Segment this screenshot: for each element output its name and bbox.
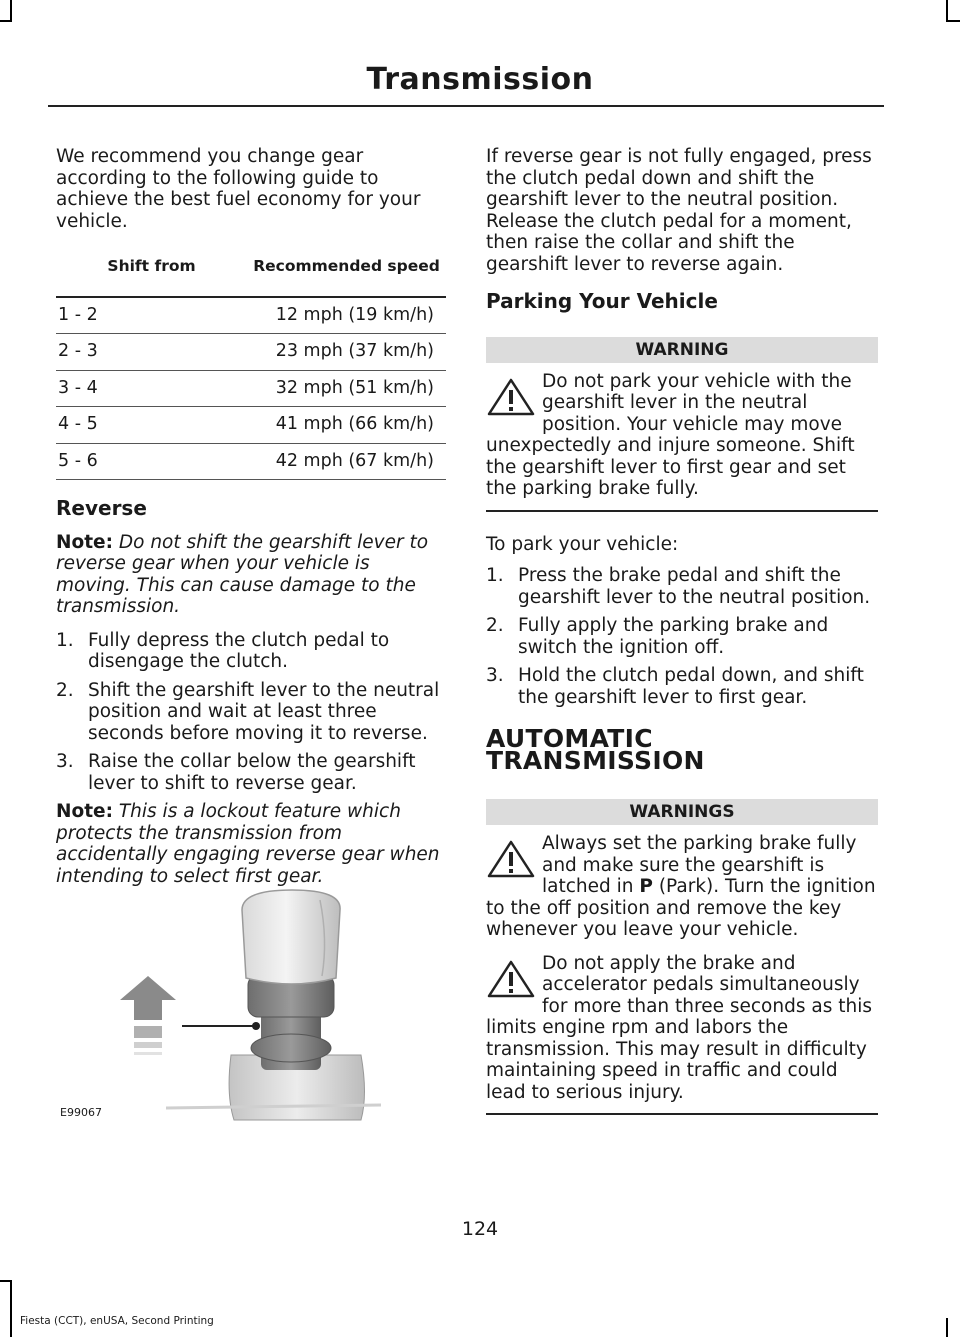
note-label: Note: [56, 531, 113, 553]
parking-heading: Parking Your Vehicle [486, 289, 718, 313]
page-number: 124 [461, 1218, 499, 1240]
shift-speed-table [56, 254, 446, 480]
speed-cell: 42 mph (67 km/h) [247, 443, 446, 480]
step-text: Raise the collar below the gearshift lever to shift to reverse gear. [88, 751, 416, 794]
header-divider [48, 105, 884, 107]
table-row [56, 370, 446, 407]
step-number: 1. [486, 565, 504, 586]
crop-mark [10, 1280, 12, 1337]
table-row [56, 297, 446, 334]
footer-edition: Fiesta (CCT), enUSA, Second Printing [20, 1315, 214, 1327]
auto-warnings-block [486, 833, 878, 1115]
up-arrow-icon [120, 976, 176, 1020]
speed-cell: 12 mph (19 km/h) [247, 297, 446, 334]
crop-mark [0, 1280, 12, 1282]
warning-triangle-icon [486, 377, 536, 417]
park-letter: P [639, 876, 653, 897]
crop-mark [0, 20, 12, 22]
step-text: Fully depress the clutch pedal to disengage the clutch. [88, 629, 390, 672]
reverse-heading: Reverse [56, 496, 147, 520]
warning-header: WARNING [486, 337, 878, 363]
crop-mark [946, 1318, 948, 1337]
parking-warning-block [486, 371, 878, 512]
step-number: 2. [56, 679, 74, 701]
list-item [56, 630, 448, 673]
list-item [56, 751, 448, 794]
warning-item [486, 953, 878, 1104]
shifter-knob [242, 890, 340, 984]
shift-cell: 1 - 2 [56, 297, 247, 334]
warning-triangle-icon [486, 959, 536, 999]
note-text: Do not shift the gearshift lever to reverse gear when your vehicle is moving. This can cause damage to the transmission. [56, 531, 429, 617]
shift-cell: 5 - 6 [56, 443, 247, 480]
step-text: Press the brake pedal and shift the gearshift lever to the neutral position. [518, 565, 871, 608]
step-number: 3. [486, 665, 504, 686]
warning-triangle-icon [486, 839, 536, 879]
shift-cell: 3 - 4 [56, 370, 247, 407]
step-number: 2. [486, 615, 504, 636]
warnings-header: WARNINGS [486, 799, 878, 825]
col-header-recommended-speed: Recommended speed [247, 254, 446, 297]
step-text: Fully apply the parking brake and switch the ignition off. [518, 615, 829, 658]
warning-text: Always set the parking brake fully and make sure the gearshift is latched in [542, 833, 857, 897]
note-label: Note: [56, 801, 113, 822]
warning-text: Do not park your vehicle with the gearshift lever in the neutral position. Your vehicle may move unexpectedly and injure someone. Shift the gearshift lever to first gear and set the parking brake fully. [486, 370, 855, 499]
illustration-code: E99067 [60, 1106, 102, 1119]
reverse-retry-paragraph: If reverse gear is not fully engaged, press the clutch pedal down and shift the gearshift lever to the neutral position. Release the clutch pedal for a moment, then raise the collar and shift the gearshift lever to reverse again. [486, 146, 872, 275]
automatic-transmission-heading: AUTOMATIC TRANSMISSION [486, 724, 705, 775]
warning-item [486, 833, 878, 941]
leader-dot [252, 1022, 260, 1030]
note-text: This is a lockout feature which protects the transmission from accidentally engaging reverse gear when intending to select first gear. [56, 801, 440, 887]
crop-mark [10, 0, 12, 22]
shift-cell: 4 - 5 [56, 407, 247, 444]
list-item [486, 615, 878, 658]
list-item [486, 565, 878, 608]
table-row [56, 407, 446, 444]
list-item [56, 680, 448, 745]
warning-item [486, 371, 878, 500]
table-header-row [56, 254, 446, 297]
park-steps-list [486, 565, 878, 708]
step-text: Hold the clutch pedal down, and shift the gearshift lever to first gear. [518, 665, 864, 708]
shift-cell: 2 - 3 [56, 334, 247, 371]
note-lockout [56, 801, 448, 887]
warning-text: Do not apply the brake and accelerator pedals simultaneously for more than three seconds as this limits engine rpm and labors the transmission. This may result in difficulty maintaining speed in traffic and could lead to serious injury. [486, 952, 872, 1103]
speed-cell: 32 mph (51 km/h) [247, 370, 446, 407]
col-header-shift-from: Shift from [56, 254, 247, 297]
list-item [486, 665, 878, 708]
shifter-collar [251, 1034, 331, 1062]
page-title: Transmission [366, 62, 594, 97]
step-text: Shift the gearshift lever to the neutral position and wait at least three seconds before moving it to reverse. [88, 679, 440, 744]
park-intro: To park your vehicle: [486, 533, 679, 555]
warning-text: (Park). Turn the ignition to the off position and remove the key whenever you leave your vehicle. [486, 876, 876, 940]
intro-paragraph: We recommend you change gear according to the following guide to achieve the best fuel economy for your vehicle. [56, 146, 421, 232]
speed-cell: 23 mph (37 km/h) [247, 334, 446, 371]
step-number: 3. [56, 751, 74, 772]
speed-cell: 41 mph (66 km/h) [247, 407, 446, 444]
table-row [56, 443, 446, 480]
gearshift-illustration [56, 880, 386, 1125]
left-column [56, 146, 448, 899]
crop-mark [946, 0, 948, 22]
step-number: 1. [56, 629, 74, 651]
right-column [486, 146, 878, 1137]
note-reverse [56, 532, 448, 618]
crop-mark [946, 20, 960, 22]
table-row [56, 334, 446, 371]
reverse-steps-list [56, 630, 448, 795]
